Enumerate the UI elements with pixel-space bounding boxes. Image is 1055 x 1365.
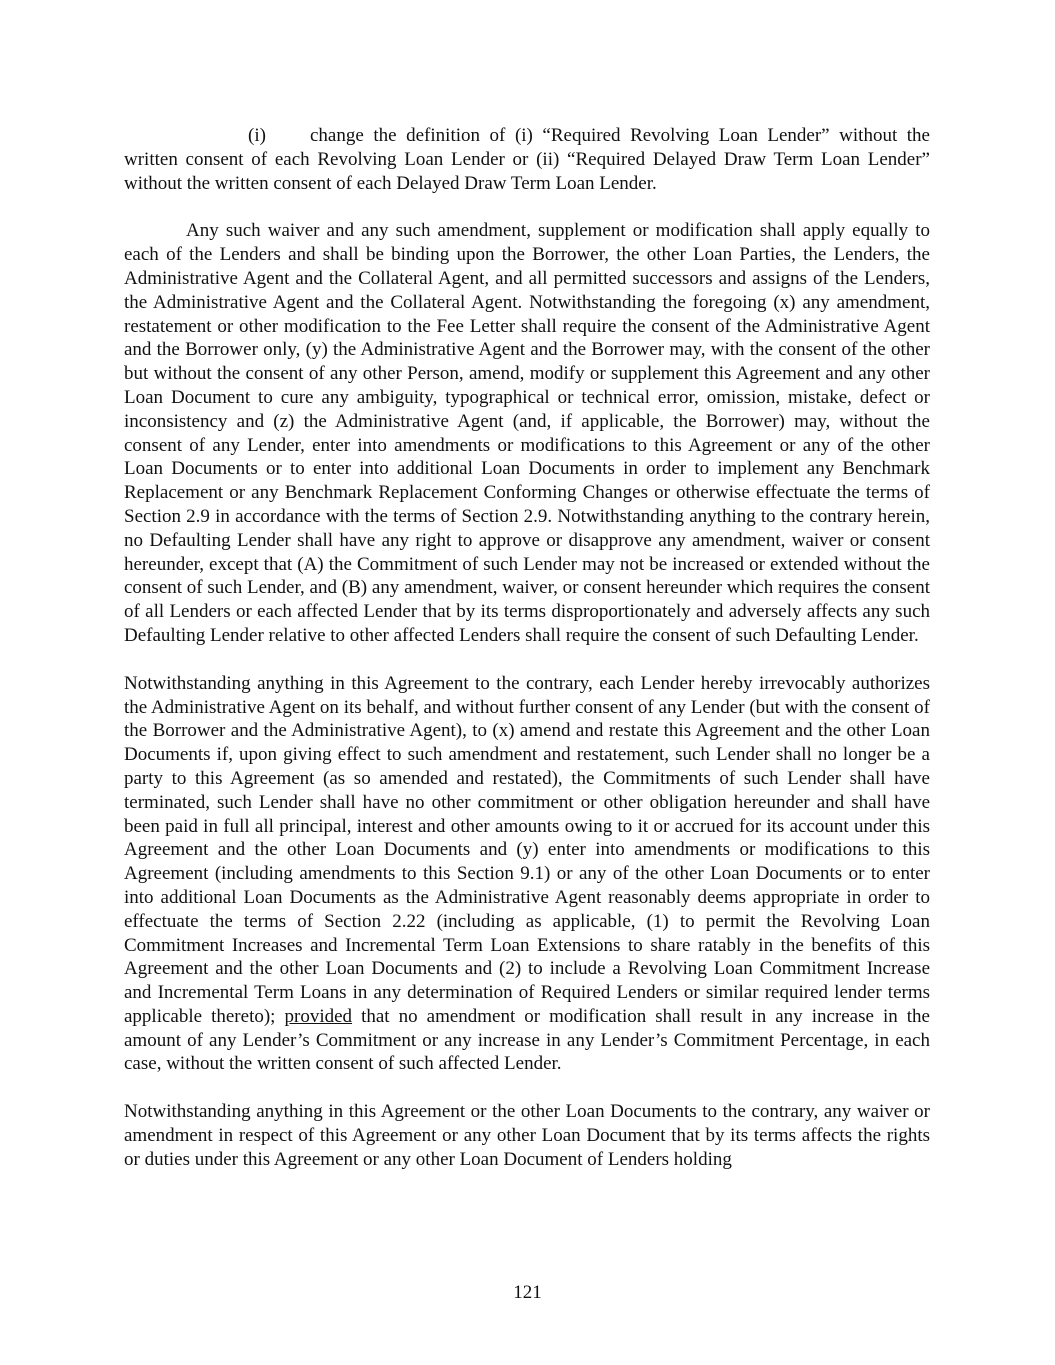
- document-page: [124, 124, 930, 1196]
- paragraph-lender-authorization: [124, 672, 930, 1077]
- clause-number: (i): [248, 125, 266, 146]
- paragraph-waiver-amendment-text: Any such waiver and any such amendment, supplement or modification shall apply equally to each of the Lenders and shall be binding upon the Borrower, the other Loan Parties, the Lenders, the Administrative Agent and the Collateral Agent, and all permitted successors and assigns of the Lenders, the Administrative Agent and the Collateral Agent. Notwithstanding the foregoing (x) any amendment, restatement or other modification to the Fee Letter shall require the consent of the Administrative Agent and the Borrower only, (y) the Administrative Agent and the Borrower may, with the consent of the other but without the consent of any other Person, amend, modify or supplement this Agreement and any other Loan Document to cure any ambiguity, typographical or technical error, omission, mistake, defect or inconsistency and (z) the Administrative Agent (and, if applicable, the Borrower) may, without the consent of any Lender, enter into amendments or modifications to this Agreement or any of the other Loan Documents or to enter into additional Loan Documents in order to implement any Benchmark Replacement or any Benchmark Replacement Conforming Changes or otherwise effectuate the terms of Section 2.9 in accordance with the terms of Section 2.9. Notwithstanding anything to the contrary herein, no Defaulting Lender shall have any right to approve or disapprove any amendment, waiver or consent hereunder, except that (A) the Commitment of such Lender may not be increased or extended without the consent of such Lender, and (B) any amendment, waiver, or consent hereunder which requires the consent of all Lenders or each affected Lender that by its terms disproportionately and adversely affects any such Defaulting Lender relative to other affected Lenders shall require the consent of such Defaulting Lender.: [124, 220, 930, 646]
- clause-i: [124, 124, 930, 195]
- clause-i-text: change the definition of (i) “Required Revolving Loan Lender” without the written consent of each Revolving Loan Lender or (ii) “Required Delayed Draw Term Loan Lender” without the written consent of each Delayed Draw Term Loan Lender.: [124, 125, 930, 194]
- provided-term: provided: [284, 1005, 353, 1027]
- paragraph-class-rights-text: Notwithstanding anything in this Agreement or the other Loan Documents to the contrary, any waiver or amendment in respect of this Agreement or any other Loan Document that by its terms affects the rights or duties under this Agreement or any other Loan Document of Lenders holding: [124, 1101, 930, 1170]
- paragraph-lender-authorization-text-after: that no amendment or modification shall result in any increase in the amount of any Lender’s Commitment or any increase in any Lender’s Commitment Percentage, in each case, without the written consent of such affected Lender.: [124, 1005, 930, 1075]
- paragraph-class-rights: [124, 1100, 930, 1171]
- paragraph-lender-authorization-text-before: Notwithstanding anything in this Agreement to the contrary, each Lender hereby irrevocably authorizes the Administrative Agent on its behalf, and without further consent of any Lender (but with the consent of the Borrower and the Administrative Agent), to (x) amend and restate this Agreement and the other Loan Documents if, upon giving effect to such amendment and restatement, such Lender shall no longer be a party to this Agreement (as so amended and restated), the Commitments of such Lender shall have terminated, such Lender shall have no other commitment or other obligation hereunder and shall have been paid in full all principal, interest and other amounts owing to it or accrued for its account under this Agreement and the other Loan Documents and (y) enter into amendments or modifications to this Agreement (including amendments to this Section 9.1) or any of the other Loan Documents or to enter into additional Loan Documents as the Administrative Agent reasonably deems appropriate in order to effectuate the terms of Section 2.22 (including as applicable, (1) to permit the Revolving Loan Commitment Increases and Incremental Term Loan Extensions to share ratably in the benefits of this Agreement and the other Loan Documents and (2) to include a Revolving Loan Commitment Increase and Incremental Term Loans in any determination of Required Lenders or similar required lender terms applicable thereto);: [124, 672, 930, 1027]
- paragraph-waiver-amendment: [124, 219, 930, 647]
- page-number: 121: [513, 1282, 542, 1303]
